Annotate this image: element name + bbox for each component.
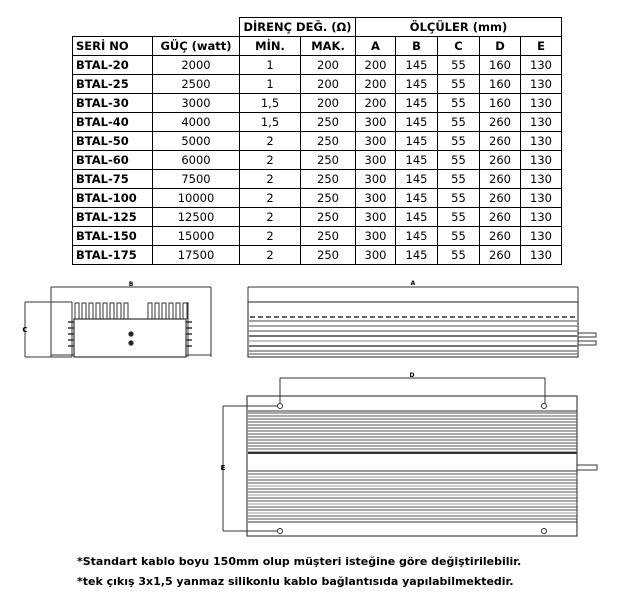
- value-cell: 130: [521, 208, 562, 227]
- value-cell: 300: [356, 113, 396, 132]
- value-cell: 300: [356, 189, 396, 208]
- value-cell: 3000: [153, 94, 240, 113]
- label-d: D: [409, 372, 415, 379]
- value-cell: 55: [438, 170, 480, 189]
- value-cell: 55: [438, 132, 480, 151]
- value-cell: 55: [438, 246, 480, 265]
- series-cell: BTAL-100: [73, 189, 153, 208]
- value-cell: 250: [301, 208, 356, 227]
- column-header: MAK.: [301, 37, 356, 56]
- value-cell: 260: [480, 189, 521, 208]
- value-cell: 250: [301, 170, 356, 189]
- value-cell: 300: [356, 227, 396, 246]
- value-cell: 260: [480, 132, 521, 151]
- value-cell: 2500: [153, 75, 240, 94]
- value-cell: 130: [521, 132, 562, 151]
- value-cell: 130: [521, 227, 562, 246]
- column-header: B: [396, 37, 438, 56]
- value-cell: 300: [356, 132, 396, 151]
- value-cell: 145: [396, 208, 438, 227]
- dimensions-group-header: ÖLÇÜLER (mm): [356, 18, 562, 37]
- label-b: B: [128, 281, 134, 288]
- series-cell: BTAL-150: [73, 227, 153, 246]
- top-view-drawing: [220, 378, 597, 536]
- resistance-group-header: DİRENÇ DEĞ. (Ω): [240, 18, 356, 37]
- value-cell: 260: [480, 113, 521, 132]
- value-cell: 200: [301, 94, 356, 113]
- value-cell: 260: [480, 208, 521, 227]
- value-cell: 55: [438, 56, 480, 75]
- value-cell: 2: [240, 246, 301, 265]
- label-c: C: [22, 326, 28, 334]
- front-view-drawing: [25, 287, 211, 357]
- value-cell: 145: [396, 94, 438, 113]
- side-view-drawing: [248, 287, 596, 357]
- value-cell: 4000: [153, 113, 240, 132]
- value-cell: 250: [301, 227, 356, 246]
- value-cell: 300: [356, 208, 396, 227]
- value-cell: 55: [438, 151, 480, 170]
- value-cell: 200: [356, 56, 396, 75]
- series-cell: BTAL-30: [73, 94, 153, 113]
- value-cell: 200: [301, 56, 356, 75]
- value-cell: 160: [480, 56, 521, 75]
- series-cell: BTAL-175: [73, 246, 153, 265]
- series-cell: BTAL-50: [73, 132, 153, 151]
- column-header: E: [521, 37, 562, 56]
- note-cable-option: *tek çıkış 3x1,5 yanmaz silikonlu kablo bağlantısıda yapılabilmektedir.: [77, 575, 514, 588]
- value-cell: 250: [301, 132, 356, 151]
- value-cell: 200: [356, 94, 396, 113]
- value-cell: 2: [240, 151, 301, 170]
- value-cell: 145: [396, 132, 438, 151]
- column-header: GÜÇ (watt): [153, 37, 240, 56]
- note-cable-length: *Standart kablo boyu 150mm olup müşteri isteğine göre değiştirilebilir.: [77, 555, 522, 568]
- series-cell: BTAL-60: [73, 151, 153, 170]
- value-cell: 17500: [153, 246, 240, 265]
- value-cell: 260: [480, 227, 521, 246]
- series-cell: BTAL-75: [73, 170, 153, 189]
- value-cell: 130: [521, 170, 562, 189]
- value-cell: 130: [521, 246, 562, 265]
- value-cell: 2: [240, 132, 301, 151]
- value-cell: 250: [301, 151, 356, 170]
- value-cell: 5000: [153, 132, 240, 151]
- value-cell: 130: [521, 189, 562, 208]
- value-cell: 1,5: [240, 94, 301, 113]
- value-cell: 2000: [153, 56, 240, 75]
- value-cell: 2: [240, 189, 301, 208]
- value-cell: 1,5: [240, 113, 301, 132]
- value-cell: 55: [438, 94, 480, 113]
- column-header: MİN.: [240, 37, 301, 56]
- column-header: D: [480, 37, 521, 56]
- value-cell: 2: [240, 208, 301, 227]
- value-cell: 145: [396, 113, 438, 132]
- column-header: C: [438, 37, 480, 56]
- value-cell: 300: [356, 170, 396, 189]
- series-cell: BTAL-25: [73, 75, 153, 94]
- value-cell: 55: [438, 189, 480, 208]
- value-cell: 145: [396, 246, 438, 265]
- value-cell: 1: [240, 75, 301, 94]
- value-cell: 55: [438, 208, 480, 227]
- value-cell: 130: [521, 151, 562, 170]
- value-cell: 160: [480, 94, 521, 113]
- column-header: SERİ NO: [73, 37, 153, 56]
- value-cell: 1: [240, 56, 301, 75]
- value-cell: 12500: [153, 208, 240, 227]
- value-cell: 145: [396, 189, 438, 208]
- value-cell: 130: [521, 113, 562, 132]
- value-cell: 160: [480, 75, 521, 94]
- series-cell: BTAL-20: [73, 56, 153, 75]
- value-cell: 260: [480, 246, 521, 265]
- value-cell: 6000: [153, 151, 240, 170]
- value-cell: 250: [301, 189, 356, 208]
- series-cell: BTAL-40: [73, 113, 153, 132]
- value-cell: 130: [521, 75, 562, 94]
- value-cell: 55: [438, 227, 480, 246]
- value-cell: 130: [521, 94, 562, 113]
- value-cell: 145: [396, 56, 438, 75]
- value-cell: 260: [480, 170, 521, 189]
- value-cell: 130: [521, 56, 562, 75]
- label-e: E: [220, 464, 226, 472]
- value-cell: 300: [356, 151, 396, 170]
- value-cell: 55: [438, 75, 480, 94]
- value-cell: 300: [356, 246, 396, 265]
- value-cell: 250: [301, 246, 356, 265]
- value-cell: 145: [396, 151, 438, 170]
- value-cell: 2: [240, 170, 301, 189]
- value-cell: 250: [301, 113, 356, 132]
- value-cell: 260: [480, 151, 521, 170]
- value-cell: 55: [438, 113, 480, 132]
- series-cell: BTAL-125: [73, 208, 153, 227]
- label-a: A: [410, 280, 416, 287]
- value-cell: 15000: [153, 227, 240, 246]
- value-cell: 2: [240, 227, 301, 246]
- value-cell: 145: [396, 75, 438, 94]
- value-cell: 145: [396, 227, 438, 246]
- value-cell: 200: [301, 75, 356, 94]
- value-cell: 145: [396, 170, 438, 189]
- value-cell: 200: [356, 75, 396, 94]
- column-header: A: [356, 37, 396, 56]
- value-cell: 10000: [153, 189, 240, 208]
- value-cell: 7500: [153, 170, 240, 189]
